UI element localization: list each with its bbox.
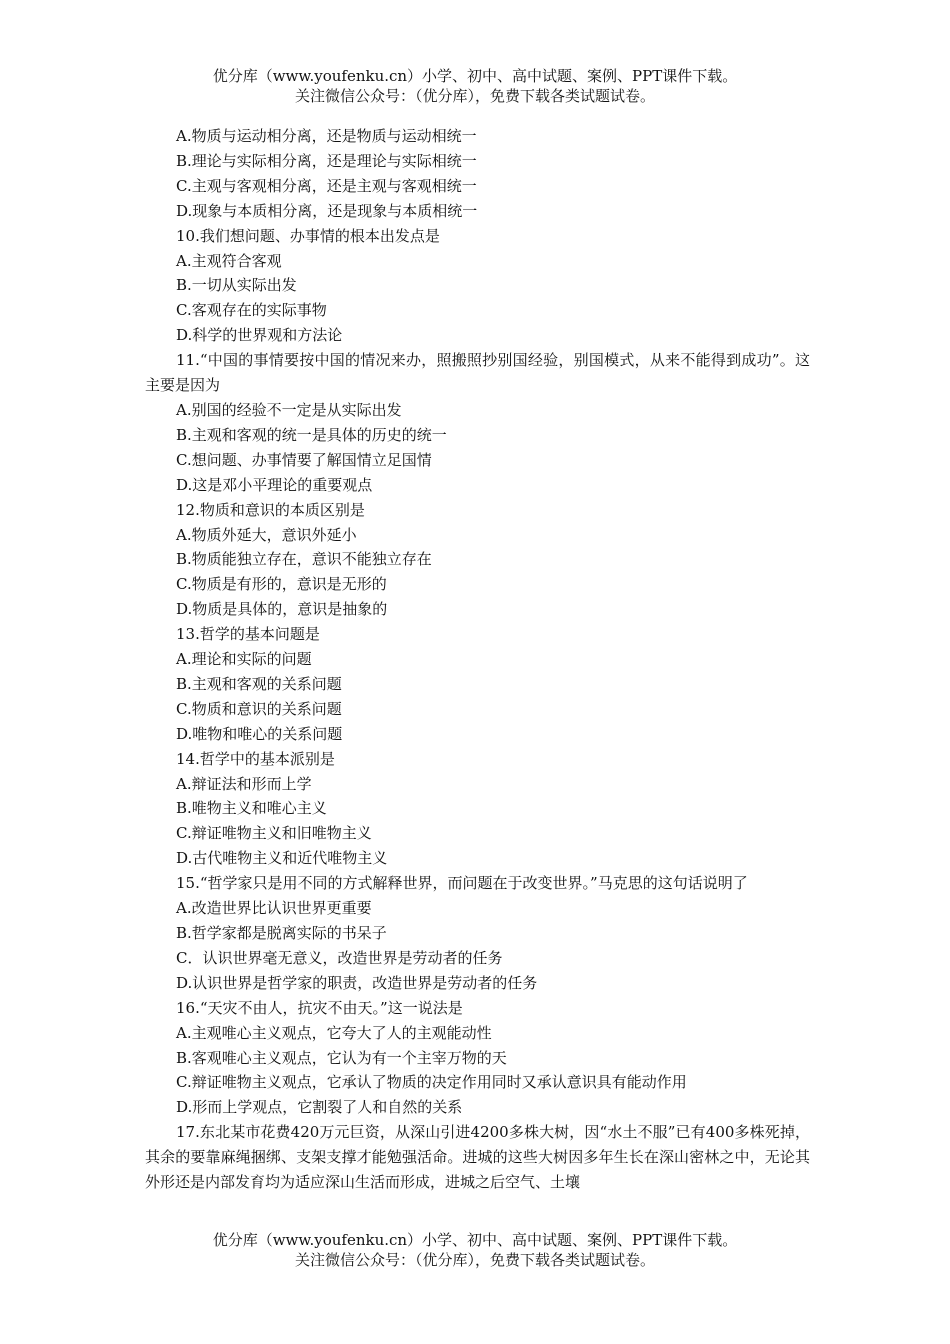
q13-option-a: A.理论和实际的问题	[176, 650, 312, 669]
q16-option-b: B.客观唯心主义观点，它认为有一个主宰万物的天	[176, 1048, 507, 1067]
q11-option-b: B.主观和客观的统一是具体的历史的统一	[176, 425, 447, 444]
q16-option-a: A.主观唯心主义观点，它夸大了人的主观能动性	[176, 1023, 492, 1042]
q17-stem: 17.东北某市花费420万元巨资，从深山引进4200多株大树，因“水土不服”已有400多株死掉，其余的要靠麻绳捆绑、支架支撑才能勉强活命。进城的这些大树因多年生长在深山密林之中，无论其外形还是内部发育均为适应深山生活而形成，进城之后空气、土壤	[145, 1123, 810, 1192]
q15-option-c: C．认识世界毫无意义，改造世界是劳动者的任务	[176, 948, 503, 967]
q11-stem: 11.“中国的事情要按中国的情况来办，照搬照抄别国经验，别国模式，从来不能得到成功”。这主要是因为	[145, 351, 810, 395]
q9-option-a: A.物质与运动相分离，还是物质与运动相统一	[176, 127, 477, 145]
q15-option-b: B.哲学家都是脱离实际的书呆子	[176, 924, 387, 942]
q15-option-d: D.认识世界是哲学家的职责，改造世界是劳动者的任务	[176, 973, 538, 992]
q9-option-c: C.主观与客观相分离，还是主观与客观相统一	[176, 176, 477, 195]
document-body	[145, 124, 810, 1195]
q12-option-b: B.物质能独立存在，意识不能独立存在	[176, 550, 432, 569]
q14-option-d: D.古代唯物主义和近代唯物主义	[176, 849, 388, 868]
q10-stem: 10.我们想问题、办事情的根本出发点是	[176, 226, 440, 245]
q12-option-c: C.物质是有形的，意识是无形的	[176, 575, 387, 594]
q9-option-b: B.理论与实际相分离，还是理论与实际相统一	[176, 151, 477, 170]
q16-option-c: C.辩证唯物主义观点，它承认了物质的决定作用同时又承认意识具有能动作用	[176, 1073, 687, 1092]
header-line-2: 关注微信公众号：（优分库），免费下载各类试题试卷。	[294, 87, 655, 105]
q16-option-d: D.形而上学观点，它割裂了人和自然的关系	[176, 1098, 463, 1117]
q13-option-d: D.唯物和唯心的关系问题	[176, 724, 343, 743]
q11-option-a: A.别国的经验不一定是从实际出发	[176, 400, 402, 419]
q12-option-a: A.物质外延大，意识外延小	[176, 525, 357, 544]
footer-line-1: 优分库（www.youfenku.cn）小学、初中、高中试题、案例、PPT课件下载。	[212, 1231, 738, 1249]
q14-option-c: C.辩证唯物主义和旧唯物主义	[176, 824, 372, 843]
q10-option-c: C.客观存在的实际事物	[176, 301, 327, 320]
q10-option-d: D.科学的世界观和方法论	[176, 326, 343, 345]
q12-option-d: D.物质是具体的，意识是抽象的	[176, 600, 388, 619]
footer-line-2: 关注微信公众号：（优分库），免费下载各类试题试卷。	[294, 1251, 655, 1269]
q11-option-c: C.想问题、办事情要了解国情立足国情	[176, 450, 432, 469]
q10-option-b: B.一切从实际出发	[176, 276, 297, 295]
q13-option-c: C.物质和意识的关系问题	[176, 699, 342, 718]
q9-option-d: D.现象与本质相分离，还是现象与本质相统一	[176, 201, 478, 220]
q15-stem: 15.“哲学家只是用不同的方式解释世界，而问题在于改变世界。”马克思的这句话说明了	[176, 874, 748, 893]
q12-stem: 12.物质和意识的本质区别是	[176, 500, 365, 519]
q16-stem: 16.“天灾不由人，抗灾不由天。”这一说法是	[176, 998, 463, 1017]
page-header	[0, 66, 950, 106]
q15-option-a: A.改造世界比认识世界更重要	[176, 899, 372, 918]
q13-option-b: B.主观和客观的关系问题	[176, 674, 342, 693]
q14-stem: 14.哲学中的基本派别是	[176, 749, 335, 768]
page-footer	[0, 1230, 950, 1270]
q10-option-a: A.主观符合客观	[176, 251, 282, 270]
q14-option-b: B.唯物主义和唯心主义	[176, 799, 327, 818]
q13-stem: 13.哲学的基本问题是	[176, 625, 320, 644]
q14-option-a: A.辩证法和形而上学	[176, 774, 312, 793]
q11-option-d: D.这是邓小平理论的重要观点	[176, 475, 373, 494]
header-line-1: 优分库（www.youfenku.cn）小学、初中、高中试题、案例、PPT课件下载。	[212, 67, 738, 85]
